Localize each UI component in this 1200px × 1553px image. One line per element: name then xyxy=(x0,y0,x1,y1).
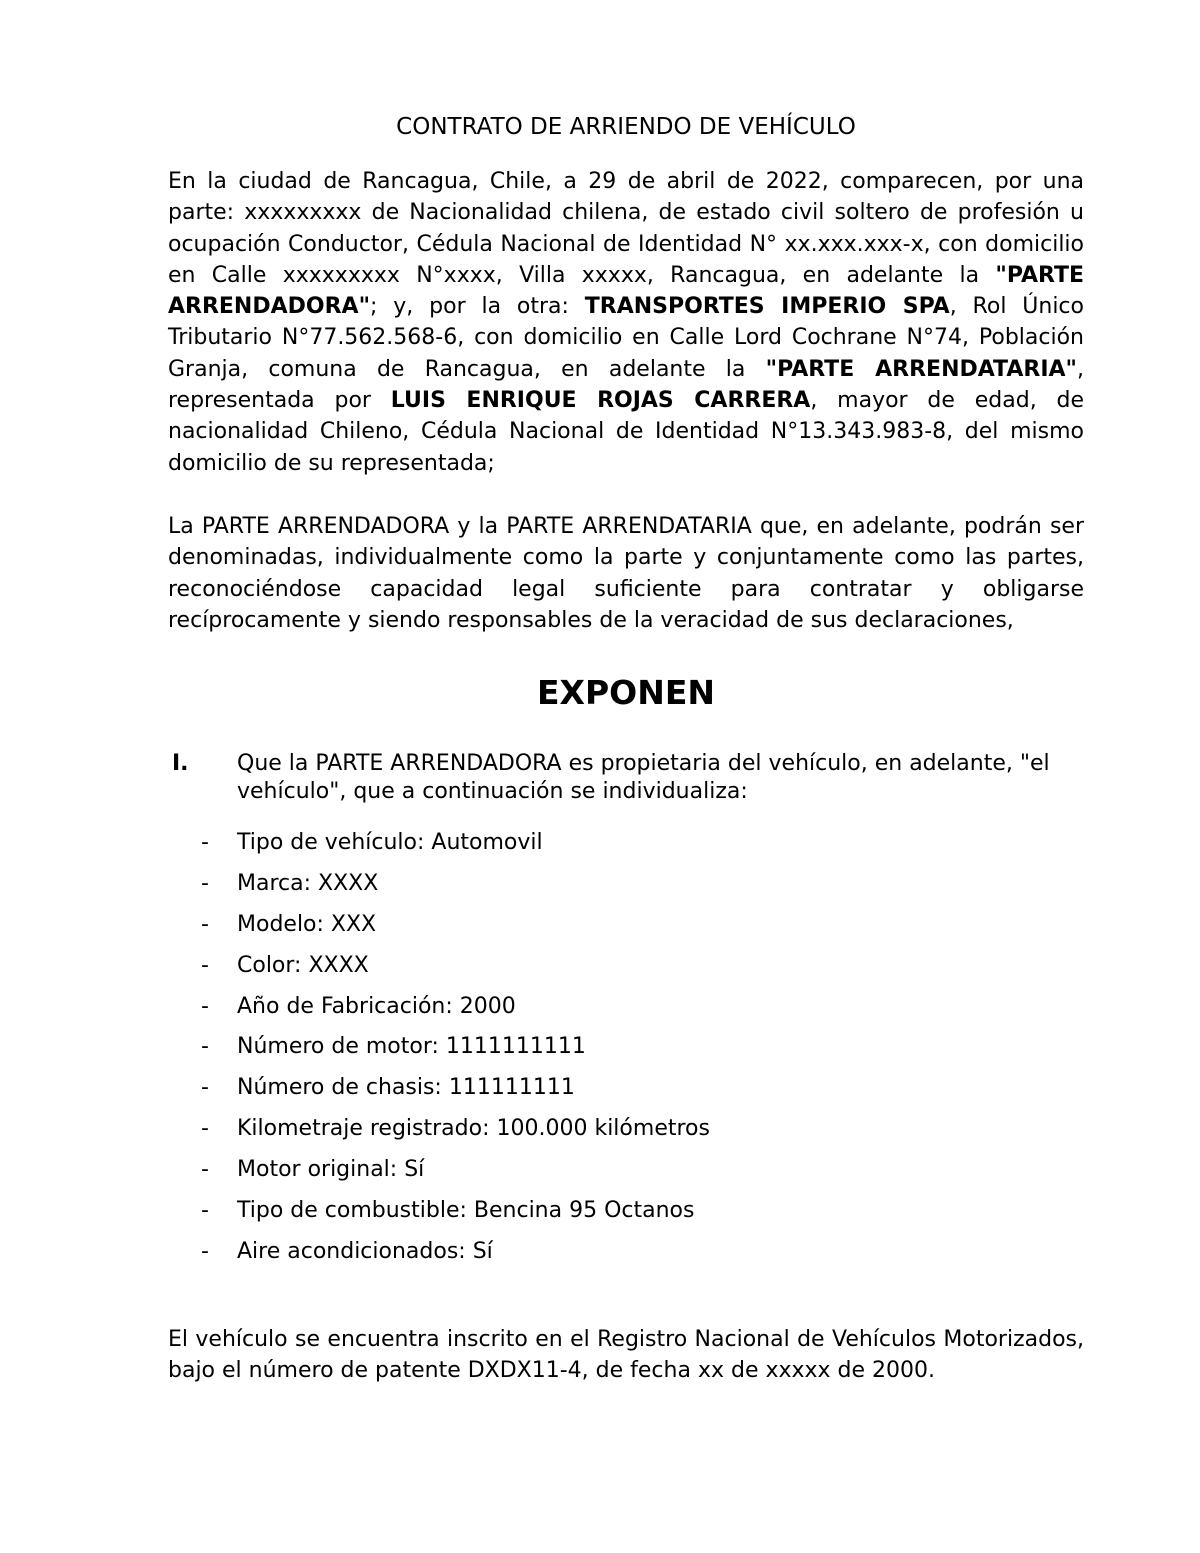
document-title: CONTRATO DE ARRIENDO DE VEHÍCULO xyxy=(396,114,856,140)
list-dash: - xyxy=(201,1075,209,1101)
parties-paragraph: La PARTE ARRENDADORA y la PARTE ARRENDATARIA que, en adelante, podrán ser denominadas, individualmente como la parte y conjuntamente como las partes, reconociéndose capacidad legal suficiente para contratar y obligarse recíprocamente y siendo responsables de la veracidad de sus declaraciones, xyxy=(168,514,1084,633)
list-dash: - xyxy=(201,1238,209,1264)
clause-1 xyxy=(168,750,1084,806)
intro-text-3: , Rol Único Tributario N°77.562.568-6, con domicilio en Calle Lord Cochrane N°74, Población Granja, comuna de Rancagua, en adelante la xyxy=(168,294,1084,382)
clause-1-text: Que la PARTE ARRENDADORA es propietaria del vehículo, en adelante, "el vehículo", que a continuación se individualiza: xyxy=(237,751,1050,804)
list-item xyxy=(168,1195,1084,1236)
spec-mileage: Kilometraje registrado: 100.000 kilómetros xyxy=(237,1116,710,1142)
spec-air-conditioning: Aire acondicionados: Sí xyxy=(237,1238,493,1264)
list-item xyxy=(168,1113,1084,1154)
spec-year: Año de Fabricación: 2000 xyxy=(237,993,516,1019)
registration-paragraph: El vehículo se encuentra inscrito en el Registro Nacional de Vehículos Motorizados, bajo el número de patente DXDX11-4, de fecha xx de xxxxx de 2000. xyxy=(168,1327,1084,1384)
spec-original-engine: Motor original: Sí xyxy=(237,1157,425,1183)
company-name: TRANSPORTES IMPERIO SPA xyxy=(584,294,950,320)
list-dash: - xyxy=(201,993,209,1019)
list-dash: - xyxy=(201,1157,209,1183)
list-dash: - xyxy=(201,911,209,937)
list-item xyxy=(168,950,1084,991)
list-item xyxy=(168,909,1084,950)
list-dash: - xyxy=(201,870,209,896)
party-arrendadora-label: "PARTE ARRENDADORA" xyxy=(168,262,1084,320)
spec-brand: Marca: XXXX xyxy=(237,870,379,896)
intro-paragraph xyxy=(168,166,1084,479)
spec-chassis-number: Número de chasis: 111111111 xyxy=(237,1075,575,1101)
intro-text-4: , representada por xyxy=(168,356,1085,414)
list-dash: - xyxy=(201,1198,209,1224)
section-heading-exponen: EXPONEN xyxy=(536,673,715,712)
list-item xyxy=(168,1154,1084,1195)
intro-text-1: En la ciudad de Rancagua, Chile, a 29 de abril de 2022, comparecen, por una parte: xxxxxxxxx de Nacionalidad chilena, de estado civil soltero de profesión u ocupación Conductor, Cédula Nacional de Identidad N° xx.xxx.xxx-x, con domicilio en Calle xxxxxxxxx N°xxxx, Villa xxxxx, Rancagua, en adelante la xyxy=(168,169,1084,288)
spec-color: Color: XXXX xyxy=(237,952,369,978)
clause-1-number: I. xyxy=(172,751,189,776)
party-arrendataria-label: "PARTE ARRENDATARIA" xyxy=(765,356,1078,382)
list-dash: - xyxy=(201,830,209,855)
list-item xyxy=(168,868,1084,909)
list-item xyxy=(168,991,1084,1032)
list-dash: - xyxy=(201,1116,209,1142)
spec-fuel-type: Tipo de combustible: Bencina 95 Octanos xyxy=(237,1198,695,1224)
list-item xyxy=(168,1072,1084,1113)
representative-name: LUIS ENRIQUE ROJAS CARRERA xyxy=(390,388,811,414)
list-item xyxy=(168,1236,1084,1277)
intro-text-5: , mayor de edad, de nacionalidad Chileno, Cédula Nacional de Identidad N°13.343.983-8, del mismo domicilio de su representada; xyxy=(168,388,1085,476)
list-dash: - xyxy=(201,1034,209,1060)
list-item xyxy=(168,1031,1084,1072)
spec-engine-number: Número de motor: 1111111111 xyxy=(237,1034,586,1060)
intro-text-2: ; y, por la otra: xyxy=(370,294,585,320)
list-item xyxy=(168,827,1084,868)
vehicle-spec-list xyxy=(168,827,1084,1277)
spec-model: Modelo: XXX xyxy=(237,911,377,937)
list-dash: - xyxy=(201,952,209,978)
spec-vehicle-type: Tipo de vehículo: Automovil xyxy=(237,830,543,855)
